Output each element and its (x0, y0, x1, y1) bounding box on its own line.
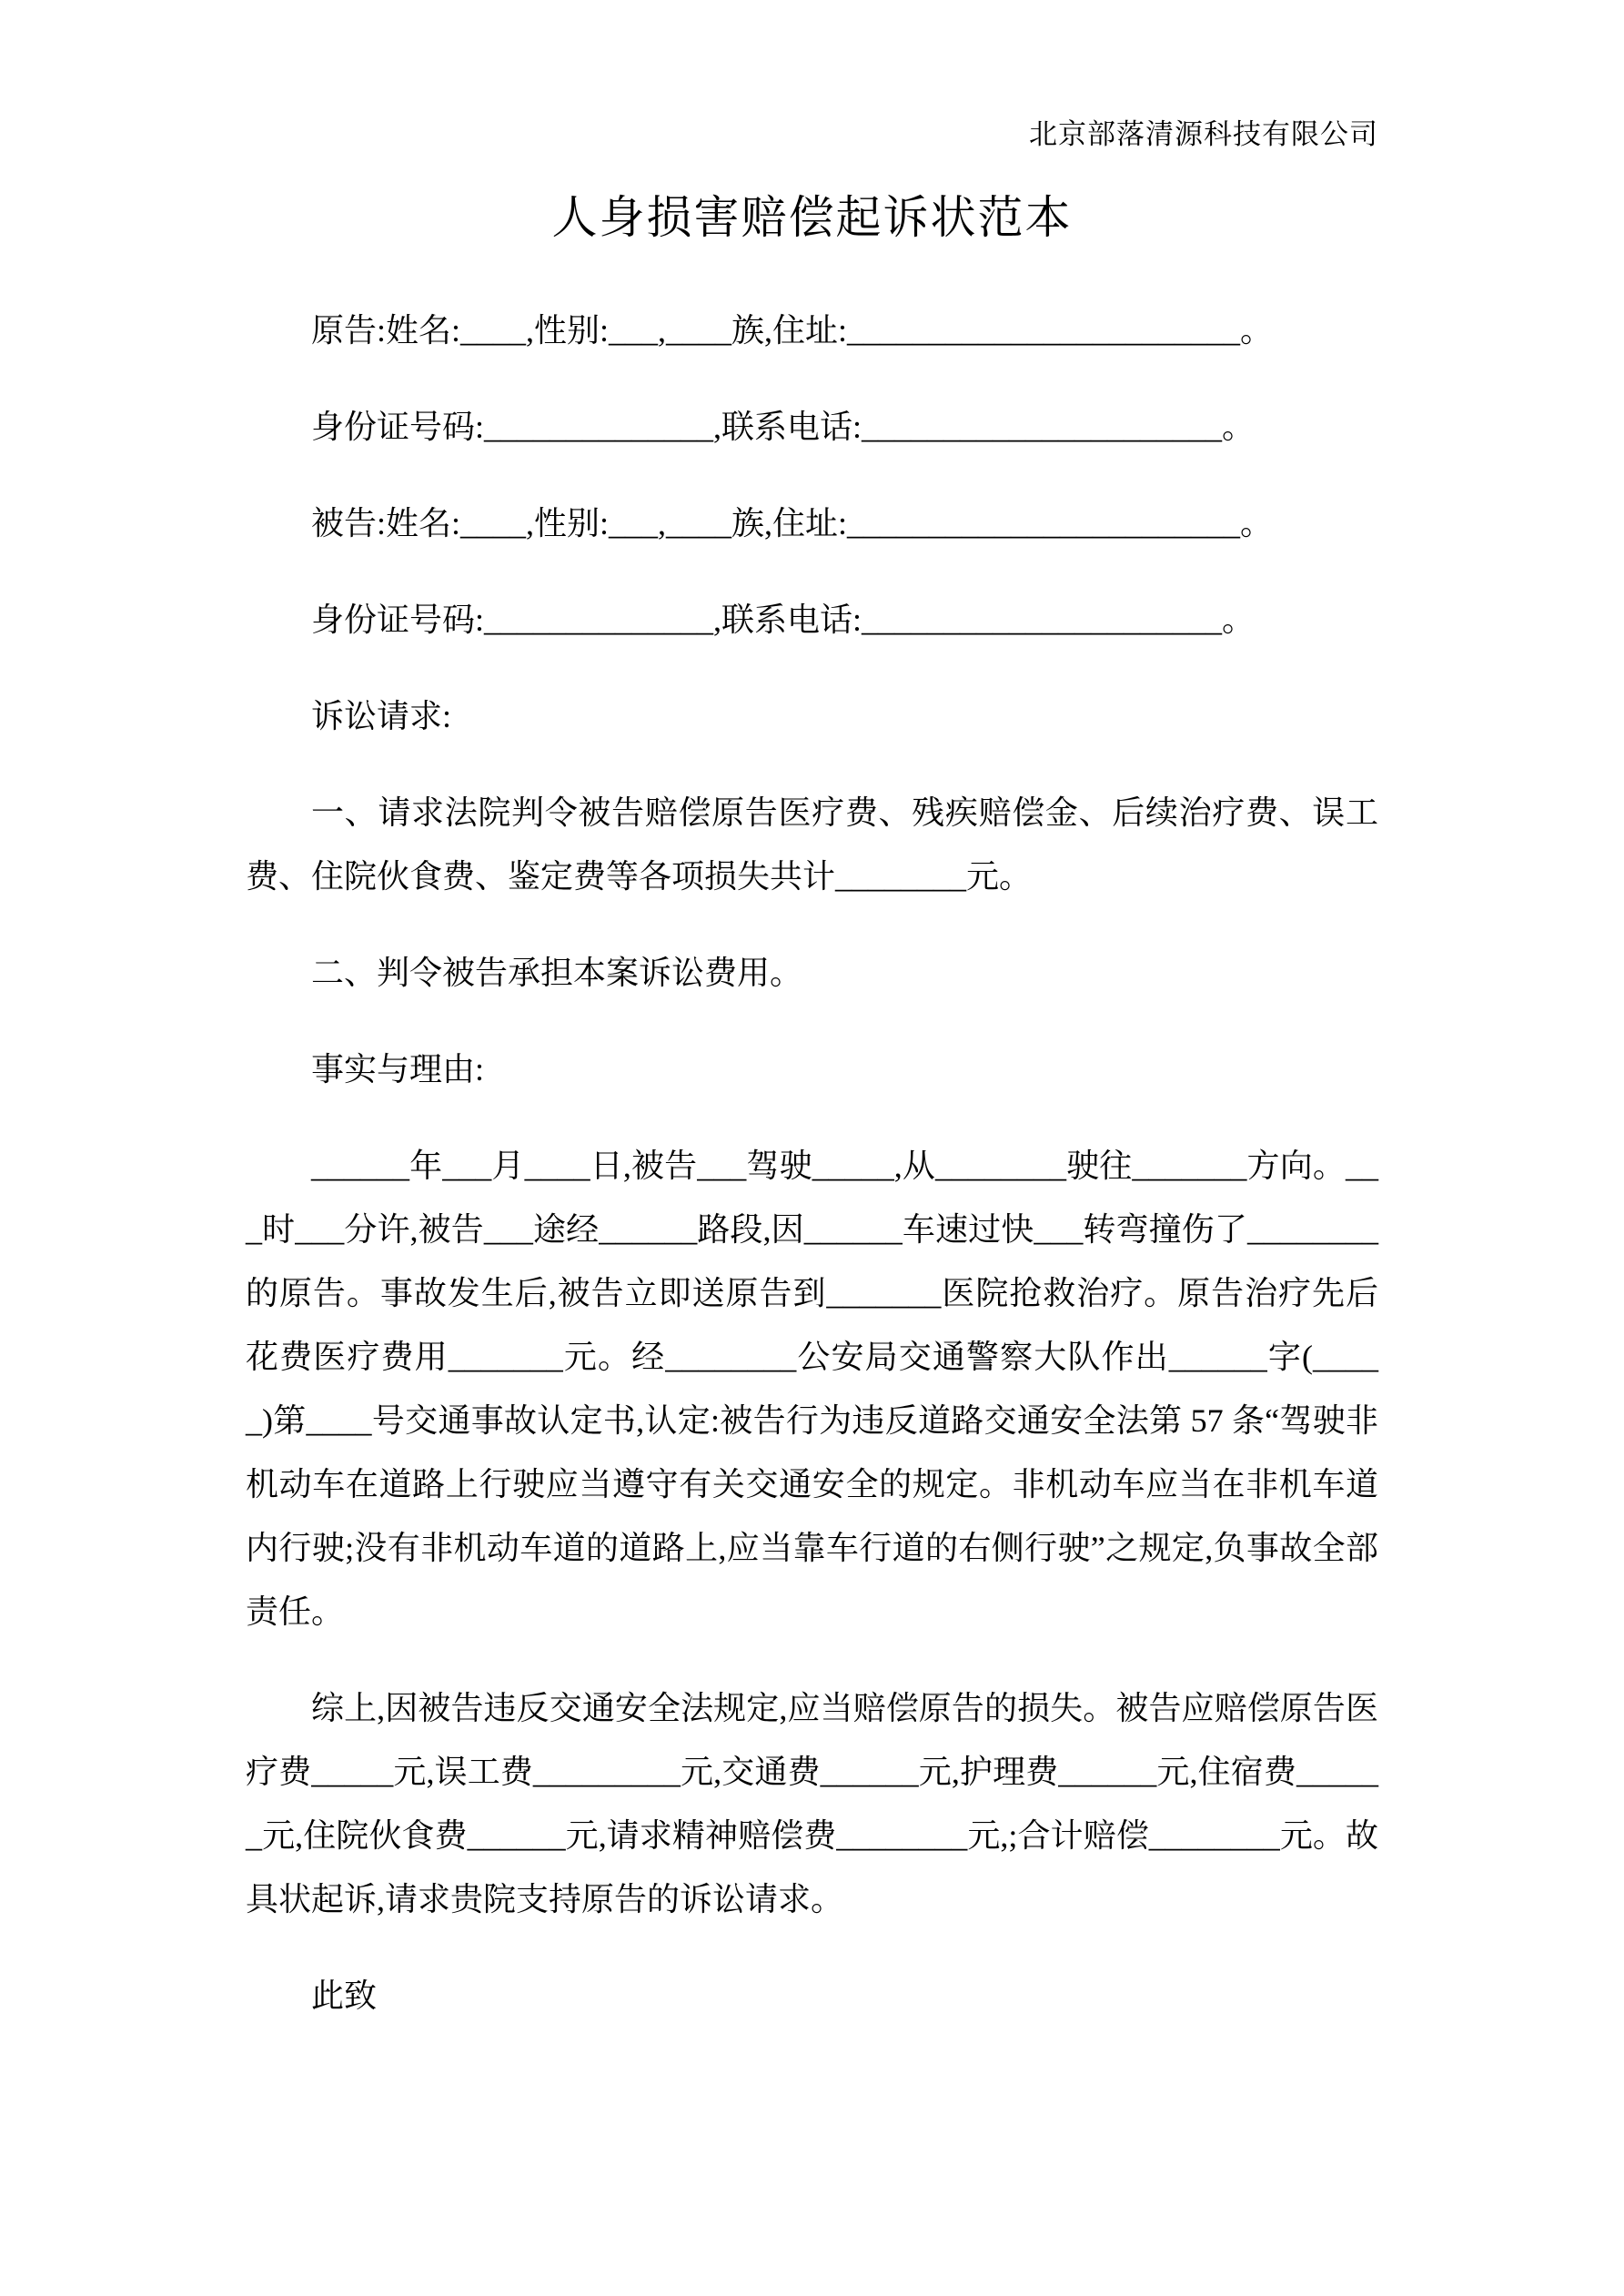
defendant-id-phone-line: 身份证号码:______________,联系电话:______________________。 (311, 602, 1256, 638)
document-title: 人身损害赔偿起诉状范本 (551, 192, 1073, 243)
claims-heading: 诉讼请求: (311, 698, 452, 734)
defendant-info-line: 被告:姓名:____,性别:___,____族,住址:________________________。 (311, 505, 1274, 541)
company-header: 北京部落清源科技有限公司 (1029, 118, 1378, 150)
closing-salutation: 此致 (311, 1977, 378, 2014)
claim-item-1: 一、请求法院判令被告赔偿原告医疗费、残疾赔偿金、后续治疗费、误工费、住院伙食费、鉴定费等各项损失共计________元。 (246, 794, 1378, 895)
claim-item-2: 二、判令被告承担本案诉讼费用。 (311, 955, 803, 991)
facts-paragraph: ______年___月____日,被告___驾驶_____,从________驶往_______方向。___时___分许,被告___途经______路段,因______车速过快___转弯撞伤了________的原告。事故发生后,被告立即送原告到_______医院抢救治疗。原告治疗先后花费医疗费用_______元。经________公安局交通警察大队作出______字(_____)第____号交通事故认定书,认定:被告行为违反道路交通安全法第 57 条“驾驶非机动车在道路上行驶应当遵守有关交通安全的规定。非机动车应当在非机车道内行驶;没有非机动车道的道路上,应当靠车行道的右侧行驶”之规定,负事故全部责任。 (246, 1148, 1378, 1630)
facts-heading: 事实与理由: (311, 1051, 485, 1087)
plaintiff-info-line: 原告:姓名:____,性别:___,____族,住址:________________________。 (311, 312, 1274, 349)
plaintiff-id-phone-line: 身份证号码:______________,联系电话:______________________。 (311, 409, 1256, 445)
summary-compensation-paragraph: 综上,因被告违反交通安全法规定,应当赔偿原告的损失。被告应赔偿原告医疗费_____元,误工费_________元,交通费______元,护理费______元,住宿费______元,住院伙食费______元,请求精神赔偿费________元,;合计赔偿________元。故具状起诉,请求贵院支持原告的诉讼请求。 (246, 1690, 1378, 1917)
